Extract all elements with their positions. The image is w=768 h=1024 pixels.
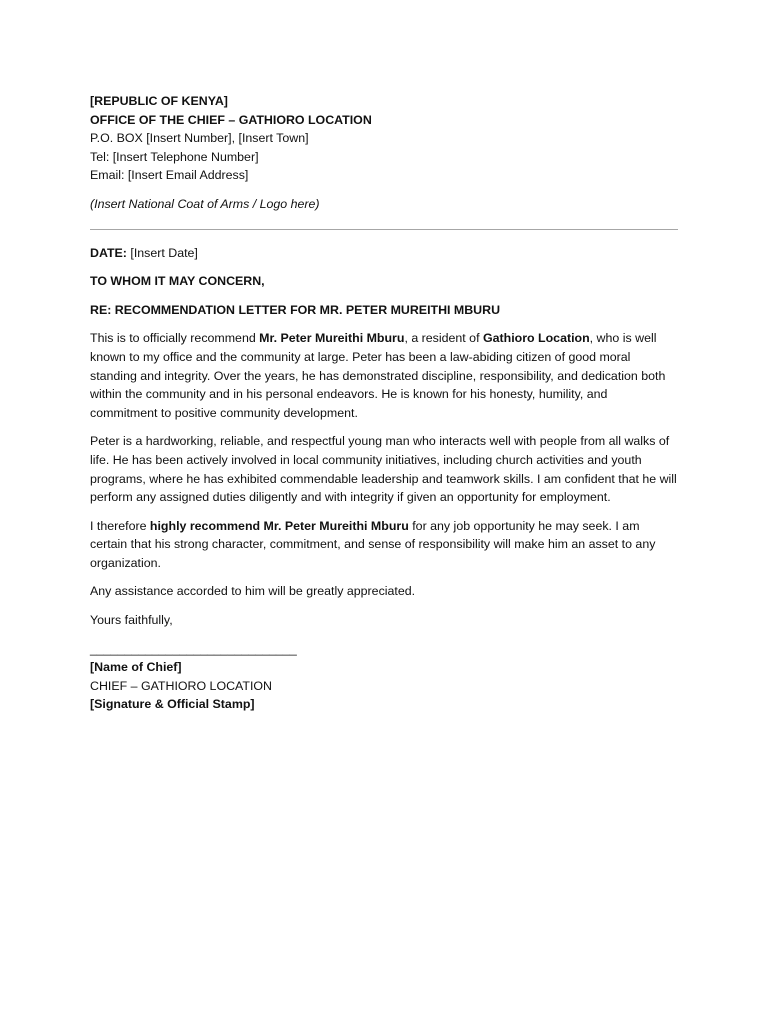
- body-paragraph-1: [90, 329, 678, 422]
- p1-bold-location: Gathioro Location: [482, 331, 590, 346]
- p3-bold-recommend: highly recommend Mr. Peter Mureithi Mburu: [149, 518, 409, 533]
- salutation: TO WHOM IT MAY CONCERN,: [90, 274, 265, 289]
- p1-text-3: , who is well known to my office and the community at large. Peter has been a law-abiding citizen of good moral standing and integrity. Over the years, he has demonstrated discipline, responsibility, and dedication both within the community and in his personal endeavors. He is known for his honesty, humility, and commitment to positive community development.: [90, 331, 666, 420]
- signature-title: CHIEF – GATHIORO LOCATION: [90, 678, 272, 693]
- signature-stamp-note: [Signature & Official Stamp]: [90, 697, 255, 712]
- body-paragraph-2: Peter is a hardworking, reliable, and respectful young man who interacts well with people from all walks of life. He has been actively involved in local community initiatives, including church activities and youth programs, where he has exhibited commendable leadership and teamwork skills. I am confident that he will perform any assigned duties diligently and with integrity if given an opportunity for employment.: [90, 434, 677, 505]
- closing: Yours faithfully,: [90, 613, 173, 628]
- letterhead-po-box: P.O. BOX [Insert Number], [Insert Town]: [90, 131, 309, 146]
- letterhead-country: [REPUBLIC OF KENYA]: [90, 94, 228, 108]
- letterhead-tel: Tel: [Insert Telephone Number]: [90, 149, 259, 164]
- body-paragraph-3: [90, 517, 678, 573]
- header-divider: [90, 229, 678, 230]
- p3-text-1: I therefore: [90, 518, 150, 533]
- letterhead-office: OFFICE OF THE CHIEF – GATHIORO LOCATION: [90, 112, 372, 127]
- body-paragraph-4: Any assistance accorded to him will be greatly appreciated.: [90, 584, 416, 599]
- letterhead: [90, 92, 678, 214]
- p1-text-2: , a resident of: [404, 331, 483, 346]
- p1-text-1: This is to officially recommend: [90, 331, 260, 346]
- letter-content: [90, 92, 678, 714]
- logo-placeholder-note: (Insert National Coat of Arms / Logo here): [90, 196, 320, 211]
- date-value: [Insert Date]: [126, 245, 198, 260]
- letterhead-email: Email: [Insert Email Address]: [90, 168, 249, 183]
- date-line: [90, 244, 678, 263]
- date-label: DATE:: [90, 245, 127, 260]
- signature-block: [90, 640, 678, 714]
- subject-line: RE: RECOMMENDATION LETTER FOR MR. PETER MUREITHI MBURU: [90, 302, 501, 317]
- p3-text-2: for any job opportunity he may seek. I am certain that his strong character, commitment, and sense of responsibility will make him an asset to any organization.: [90, 518, 656, 570]
- signature-line: ______________________________: [90, 641, 297, 656]
- signature-name: [Name of Chief]: [90, 660, 182, 675]
- p1-bold-name: Mr. Peter Mureithi Mburu: [259, 331, 405, 346]
